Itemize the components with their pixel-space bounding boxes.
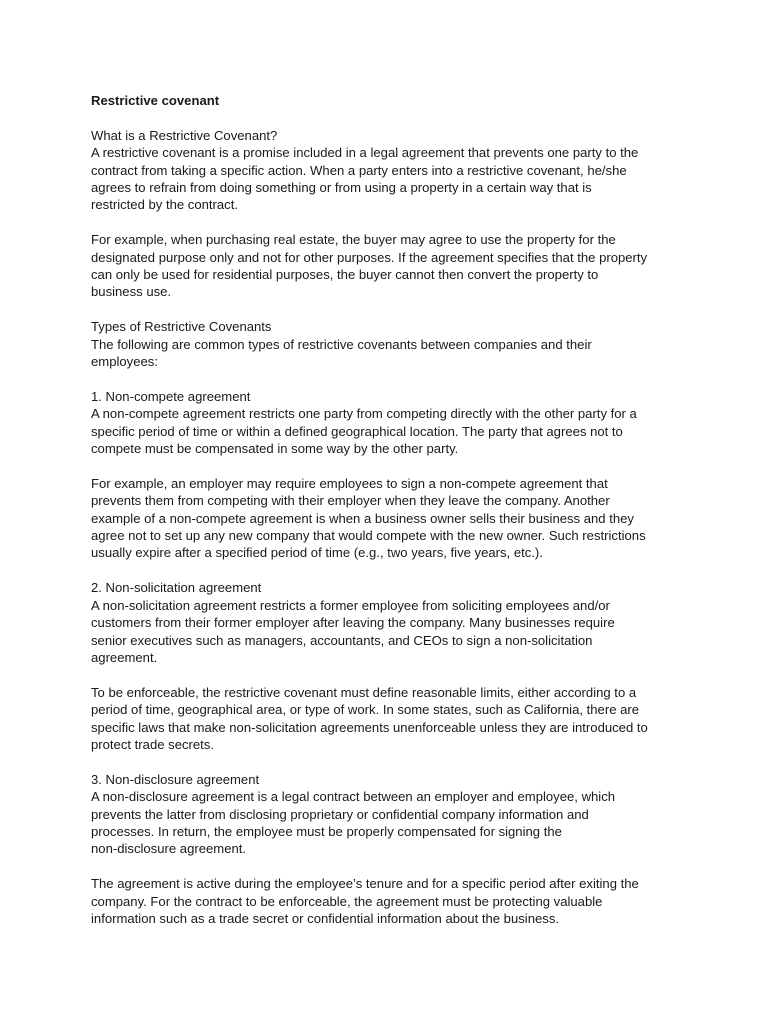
text-line: customers from their former employer after leaving the company. Many businesses require — [91, 615, 615, 631]
paragraph — [91, 388, 691, 458]
text-line: non-disclosure agreement. — [91, 841, 247, 857]
text-line: For example, when purchasing real estate, the buyer may agree to use the property for the — [91, 232, 616, 248]
text-line: specific laws that make non-solicitation agreements unenforceable unless they are introduced to — [91, 719, 648, 735]
text-line: agrees to refrain from doing something or from using a property in a certain way that is — [91, 180, 592, 196]
text-line: agree not to set up any new company that would compete with the new owner. Such restrictions — [91, 528, 646, 544]
text-line: compete must be compensated in some way by the other party. — [91, 441, 459, 457]
text-line: can only be used for residential purposes, the buyer cannot then convert the property to — [91, 267, 599, 283]
text-line: processes. In return, the employee must be properly compensated for signing the — [91, 823, 562, 839]
text-line: prevents them from competing with their employer when they leave the company. Another — [91, 493, 610, 509]
text-line: specific period of time or within a defined geographical location. The party that agrees not to — [91, 423, 623, 439]
text-line: business use. — [91, 284, 172, 300]
text-line: The agreement is active during the employee’s tenure and for a specific period after exiting the — [91, 876, 639, 892]
paragraph — [91, 684, 691, 754]
paragraph — [91, 475, 691, 562]
paragraph — [91, 318, 691, 370]
text-line: contract from taking a specific action. When a party enters into a restrictive covenant, he/she — [91, 162, 627, 178]
text-line: employees: — [91, 354, 158, 370]
text-line: information such as a trade secret or confidential information about the business. — [91, 910, 559, 926]
text-line: usually expire after a specified period of time (e.g., two years, five years, etc.). — [91, 545, 543, 561]
paragraph — [91, 771, 691, 858]
text-line: protect trade secrets. — [91, 736, 214, 752]
document-body — [91, 127, 691, 928]
text-line: 3. Non-disclosure agreement — [91, 771, 260, 787]
paragraph — [91, 231, 691, 301]
text-line: For example, an employer may require employees to sign a non-compete agreement that — [91, 475, 608, 491]
text-line: senior executives such as managers, accountants, and CEOs to sign a non-solicitation — [91, 632, 593, 648]
text-line: To be enforceable, the restrictive covenant must define reasonable limits, either according to a — [91, 684, 637, 700]
text-line: What is a Restrictive Covenant? — [91, 127, 278, 143]
document-page — [91, 92, 691, 945]
document-title: Restrictive covenant — [91, 93, 220, 108]
text-line: 1. Non-compete agreement — [91, 388, 251, 404]
text-line: agreement. — [91, 649, 158, 665]
paragraph — [91, 579, 691, 666]
paragraph — [91, 127, 691, 214]
text-line: prevents the latter from disclosing proprietary or confidential company information and — [91, 806, 589, 822]
text-line: 2. Non-solicitation agreement — [91, 580, 262, 596]
text-line: The following are common types of restrictive covenants between companies and their — [91, 336, 592, 352]
text-line: example of a non-compete agreement is when a business owner sells their business and they — [91, 510, 634, 526]
text-line: company. For the contract to be enforceable, the agreement must be protecting valuable — [91, 893, 603, 909]
text-line: restricted by the contract. — [91, 197, 239, 213]
text-line: A non-compete agreement restricts one party from competing directly with the other party for a — [91, 406, 637, 422]
text-line: period of time, geographical area, or type of work. In some states, such as California, there are — [91, 702, 640, 718]
text-line: designated purpose only and not for other purposes. If the agreement specifies that the property — [91, 249, 648, 265]
text-line: A non-solicitation agreement restricts a former employee from soliciting employees and/or — [91, 597, 610, 613]
text-line: A restrictive covenant is a promise included in a legal agreement that prevents one party to the — [91, 145, 639, 161]
text-line: A non-disclosure agreement is a legal contract between an employer and employee, which — [91, 789, 616, 805]
text-line: Types of Restrictive Covenants — [91, 319, 272, 335]
paragraph — [91, 875, 691, 927]
